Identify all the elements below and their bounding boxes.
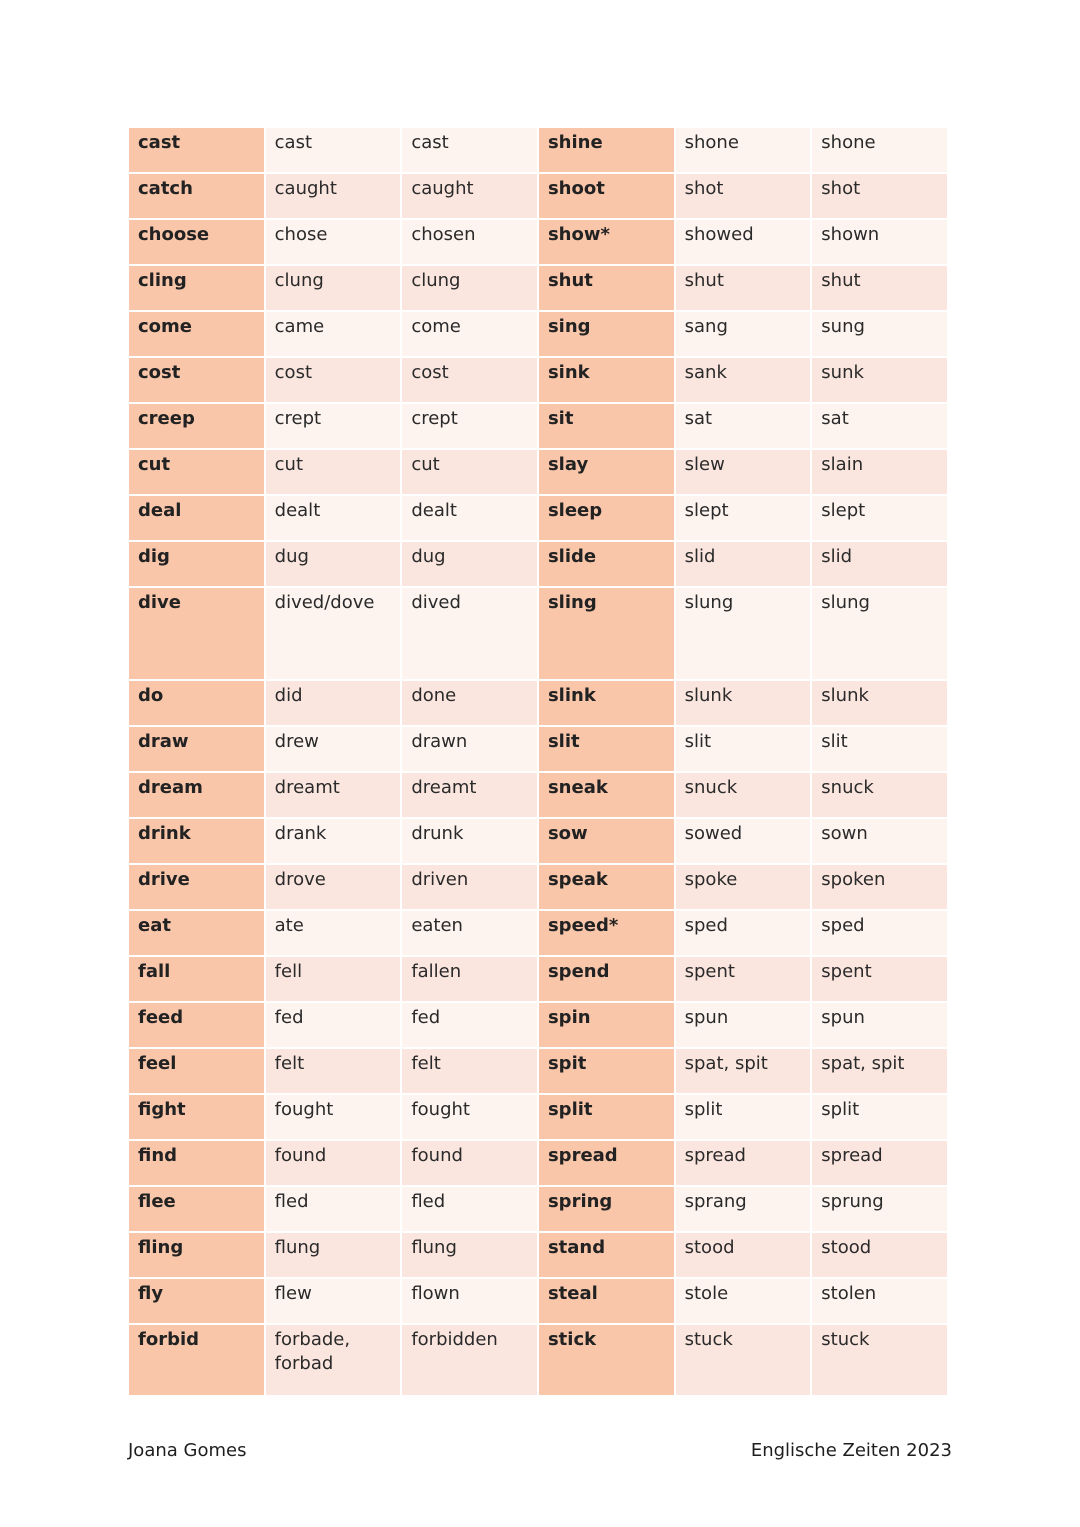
- past-simple-cell: slung: [676, 588, 811, 679]
- past-participle-cell: spoken: [812, 865, 947, 909]
- infinitive-cell: come: [129, 312, 264, 356]
- past-simple-cell: drove: [266, 865, 401, 909]
- past-simple-cell: caught: [266, 174, 401, 218]
- past-simple-cell: slew: [676, 450, 811, 494]
- infinitive-cell: cost: [129, 358, 264, 402]
- past-participle-cell: fled: [402, 1187, 537, 1231]
- verb-row: [129, 542, 947, 586]
- verb-row: [129, 128, 947, 172]
- infinitive-cell: find: [129, 1141, 264, 1185]
- past-simple-cell: spent: [676, 957, 811, 1001]
- past-participle-cell: dug: [402, 542, 537, 586]
- infinitive-cell: steal: [539, 1279, 674, 1323]
- verb-row: [129, 1279, 947, 1323]
- infinitive-cell: slay: [539, 450, 674, 494]
- past-participle-cell: stuck: [812, 1325, 947, 1395]
- infinitive-cell: catch: [129, 174, 264, 218]
- past-simple-cell: sat: [676, 404, 811, 448]
- past-simple-cell: spread: [676, 1141, 811, 1185]
- past-participle-cell: flown: [402, 1279, 537, 1323]
- past-participle-cell: sprung: [812, 1187, 947, 1231]
- infinitive-cell: stick: [539, 1325, 674, 1395]
- past-participle-cell: eaten: [402, 911, 537, 955]
- past-simple-cell: sped: [676, 911, 811, 955]
- past-simple-cell: cut: [266, 450, 401, 494]
- verb-row: [129, 450, 947, 494]
- past-simple-cell: flew: [266, 1279, 401, 1323]
- infinitive-cell: deal: [129, 496, 264, 540]
- past-participle-cell: felt: [402, 1049, 537, 1093]
- verb-row: [129, 404, 947, 448]
- infinitive-cell: speak: [539, 865, 674, 909]
- past-simple-cell: found: [266, 1141, 401, 1185]
- past-simple-cell: dreamt: [266, 773, 401, 817]
- past-participle-cell: split: [812, 1095, 947, 1139]
- infinitive-cell: cut: [129, 450, 264, 494]
- verb-row: [129, 911, 947, 955]
- past-participle-cell: dreamt: [402, 773, 537, 817]
- past-simple-cell: snuck: [676, 773, 811, 817]
- infinitive-cell: eat: [129, 911, 264, 955]
- infinitive-cell: spread: [539, 1141, 674, 1185]
- infinitive-cell: cling: [129, 266, 264, 310]
- past-participle-cell: snuck: [812, 773, 947, 817]
- verb-row: [129, 819, 947, 863]
- past-participle-cell: cut: [402, 450, 537, 494]
- past-simple-cell: dug: [266, 542, 401, 586]
- past-participle-cell: caught: [402, 174, 537, 218]
- past-simple-cell: chose: [266, 220, 401, 264]
- past-simple-cell: forbade, forbad: [266, 1325, 401, 1395]
- past-participle-cell: clung: [402, 266, 537, 310]
- past-simple-cell: slept: [676, 496, 811, 540]
- past-simple-cell: split: [676, 1095, 811, 1139]
- infinitive-cell: feed: [129, 1003, 264, 1047]
- past-participle-cell: sown: [812, 819, 947, 863]
- infinitive-cell: fly: [129, 1279, 264, 1323]
- verb-row: [129, 1187, 947, 1231]
- past-participle-cell: spread: [812, 1141, 947, 1185]
- infinitive-cell: feel: [129, 1049, 264, 1093]
- infinitive-cell: sit: [539, 404, 674, 448]
- past-simple-cell: spoke: [676, 865, 811, 909]
- infinitive-cell: fling: [129, 1233, 264, 1277]
- past-simple-cell: slid: [676, 542, 811, 586]
- past-simple-cell: fled: [266, 1187, 401, 1231]
- past-participle-cell: driven: [402, 865, 537, 909]
- past-simple-cell: crept: [266, 404, 401, 448]
- infinitive-cell: sink: [539, 358, 674, 402]
- verb-row: [129, 773, 947, 817]
- past-simple-cell: dealt: [266, 496, 401, 540]
- verb-row: [129, 358, 947, 402]
- past-participle-cell: shown: [812, 220, 947, 264]
- past-participle-cell: slung: [812, 588, 947, 679]
- past-simple-cell: drew: [266, 727, 401, 771]
- past-participle-cell: spent: [812, 957, 947, 1001]
- past-simple-cell: shot: [676, 174, 811, 218]
- infinitive-cell: sleep: [539, 496, 674, 540]
- infinitive-cell: split: [539, 1095, 674, 1139]
- infinitive-cell: drive: [129, 865, 264, 909]
- verb-row: [129, 266, 947, 310]
- past-participle-cell: stolen: [812, 1279, 947, 1323]
- past-participle-cell: found: [402, 1141, 537, 1185]
- past-participle-cell: dived: [402, 588, 537, 679]
- past-simple-cell: stood: [676, 1233, 811, 1277]
- past-simple-cell: sang: [676, 312, 811, 356]
- past-participle-cell: slept: [812, 496, 947, 540]
- past-participle-cell: forbidden: [402, 1325, 537, 1395]
- past-participle-cell: done: [402, 681, 537, 725]
- infinitive-cell: shine: [539, 128, 674, 172]
- infinitive-cell: shut: [539, 266, 674, 310]
- past-simple-cell: dived/dove: [266, 588, 401, 679]
- verb-row: [129, 312, 947, 356]
- past-simple-cell: ate: [266, 911, 401, 955]
- past-participle-cell: spun: [812, 1003, 947, 1047]
- infinitive-cell: speed*: [539, 911, 674, 955]
- past-simple-cell: showed: [676, 220, 811, 264]
- past-simple-cell: sowed: [676, 819, 811, 863]
- verb-row: [129, 220, 947, 264]
- verb-row: [129, 1049, 947, 1093]
- past-participle-cell: crept: [402, 404, 537, 448]
- verb-row: [129, 1141, 947, 1185]
- past-participle-cell: sat: [812, 404, 947, 448]
- past-participle-cell: cast: [402, 128, 537, 172]
- past-participle-cell: chosen: [402, 220, 537, 264]
- past-simple-cell: cost: [266, 358, 401, 402]
- past-participle-cell: shut: [812, 266, 947, 310]
- past-participle-cell: shone: [812, 128, 947, 172]
- infinitive-cell: dig: [129, 542, 264, 586]
- past-simple-cell: spun: [676, 1003, 811, 1047]
- footer-title: Englische Zeiten 2023: [750, 1440, 952, 1461]
- past-simple-cell: fought: [266, 1095, 401, 1139]
- past-simple-cell: fell: [266, 957, 401, 1001]
- past-simple-cell: slunk: [676, 681, 811, 725]
- past-simple-cell: came: [266, 312, 401, 356]
- infinitive-cell: sing: [539, 312, 674, 356]
- past-simple-cell: felt: [266, 1049, 401, 1093]
- infinitive-cell: show*: [539, 220, 674, 264]
- past-simple-cell: flung: [266, 1233, 401, 1277]
- infinitive-cell: sow: [539, 819, 674, 863]
- verb-row: [129, 1233, 947, 1277]
- past-simple-cell: stuck: [676, 1325, 811, 1395]
- verb-row: [129, 1095, 947, 1139]
- past-participle-cell: slain: [812, 450, 947, 494]
- infinitive-cell: draw: [129, 727, 264, 771]
- verb-row: [129, 1325, 947, 1395]
- past-participle-cell: come: [402, 312, 537, 356]
- infinitive-cell: spin: [539, 1003, 674, 1047]
- infinitive-cell: choose: [129, 220, 264, 264]
- infinitive-cell: drink: [129, 819, 264, 863]
- infinitive-cell: fall: [129, 957, 264, 1001]
- infinitive-cell: spit: [539, 1049, 674, 1093]
- infinitive-cell: slide: [539, 542, 674, 586]
- past-simple-cell: did: [266, 681, 401, 725]
- past-participle-cell: sped: [812, 911, 947, 955]
- infinitive-cell: creep: [129, 404, 264, 448]
- infinitive-cell: dive: [129, 588, 264, 679]
- verb-row: [129, 865, 947, 909]
- past-participle-cell: shot: [812, 174, 947, 218]
- infinitive-cell: stand: [539, 1233, 674, 1277]
- infinitive-cell: forbid: [129, 1325, 264, 1395]
- past-simple-cell: slit: [676, 727, 811, 771]
- past-simple-cell: sank: [676, 358, 811, 402]
- infinitive-cell: sneak: [539, 773, 674, 817]
- past-participle-cell: fought: [402, 1095, 537, 1139]
- verb-row: [129, 727, 947, 771]
- verb-row: [129, 957, 947, 1001]
- past-participle-cell: cost: [402, 358, 537, 402]
- infinitive-cell: fight: [129, 1095, 264, 1139]
- infinitive-cell: dream: [129, 773, 264, 817]
- infinitive-cell: flee: [129, 1187, 264, 1231]
- past-participle-cell: dealt: [402, 496, 537, 540]
- infinitive-cell: cast: [129, 128, 264, 172]
- past-simple-cell: fed: [266, 1003, 401, 1047]
- past-participle-cell: flung: [402, 1233, 537, 1277]
- infinitive-cell: slink: [539, 681, 674, 725]
- past-participle-cell: slunk: [812, 681, 947, 725]
- footer-author: Joana Gomes: [128, 1440, 247, 1461]
- verb-row: [129, 174, 947, 218]
- past-simple-cell: clung: [266, 266, 401, 310]
- verb-row: [129, 1003, 947, 1047]
- past-participle-cell: drunk: [402, 819, 537, 863]
- infinitive-cell: slit: [539, 727, 674, 771]
- verb-row: [129, 496, 947, 540]
- past-participle-cell: fallen: [402, 957, 537, 1001]
- past-simple-cell: cast: [266, 128, 401, 172]
- past-simple-cell: sprang: [676, 1187, 811, 1231]
- past-simple-cell: shut: [676, 266, 811, 310]
- verb-row: [129, 588, 947, 679]
- infinitive-cell: sling: [539, 588, 674, 679]
- infinitive-cell: shoot: [539, 174, 674, 218]
- verb-row: [129, 681, 947, 725]
- past-participle-cell: drawn: [402, 727, 537, 771]
- infinitive-cell: spend: [539, 957, 674, 1001]
- past-simple-cell: drank: [266, 819, 401, 863]
- infinitive-cell: do: [129, 681, 264, 725]
- infinitive-cell: spring: [539, 1187, 674, 1231]
- past-simple-cell: spat, spit: [676, 1049, 811, 1093]
- past-participle-cell: sunk: [812, 358, 947, 402]
- past-participle-cell: stood: [812, 1233, 947, 1277]
- past-simple-cell: shone: [676, 128, 811, 172]
- past-participle-cell: spat, spit: [812, 1049, 947, 1093]
- past-participle-cell: sung: [812, 312, 947, 356]
- past-participle-cell: slit: [812, 727, 947, 771]
- irregular-verbs-table: [127, 126, 949, 1397]
- past-participle-cell: fed: [402, 1003, 537, 1047]
- past-participle-cell: slid: [812, 542, 947, 586]
- past-simple-cell: stole: [676, 1279, 811, 1323]
